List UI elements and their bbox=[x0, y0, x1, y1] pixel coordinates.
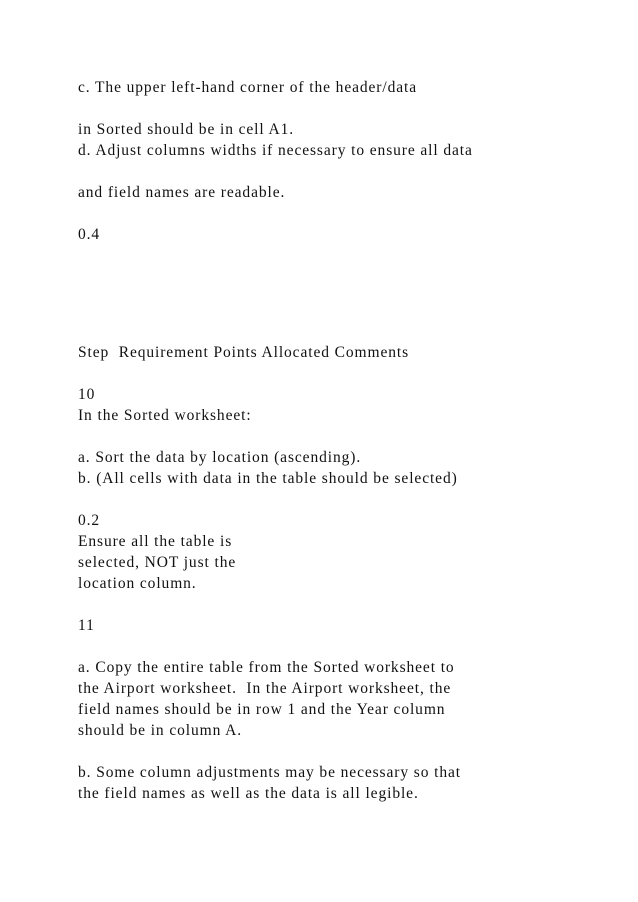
text-line-18: field names should be in row 1 and the Year column bbox=[78, 701, 446, 718]
text-line-1: c. The upper left-hand corner of the header/data bbox=[78, 79, 417, 96]
step-number: 10 bbox=[78, 386, 96, 403]
text-line-3: d. Adjust columns widths if necessary to ensure all data bbox=[78, 142, 473, 159]
text-line-17: the Airport worksheet. In the Airport worksheet, the bbox=[78, 680, 452, 697]
points-value: 0.2 bbox=[78, 512, 101, 529]
step-number: 11 bbox=[78, 617, 95, 634]
comment-line-2: selected, NOT just the bbox=[78, 554, 237, 571]
text-line-10: b. (All cells with data in the table should be selected) bbox=[78, 470, 458, 487]
score-value: 0.4 bbox=[78, 226, 101, 243]
text-line-8: In the Sorted worksheet: bbox=[78, 407, 252, 424]
text-line-19: should be in column A. bbox=[78, 722, 243, 739]
text-line-21: the field names as well as the data is all legible. bbox=[78, 785, 419, 802]
text-line-4: and field names are readable. bbox=[78, 184, 286, 201]
text-line-9: a. Sort the data by location (ascending). bbox=[78, 449, 362, 466]
table-header-row: Step Requirement Points Allocated Comments bbox=[78, 344, 410, 361]
comment-line-1: Ensure all the table is bbox=[78, 533, 233, 550]
text-line-2: in Sorted should be in cell A1. bbox=[78, 121, 295, 138]
text-line-20: b. Some column adjustments may be necessary so that bbox=[78, 764, 461, 781]
comment-line-3: location column. bbox=[78, 575, 197, 592]
text-line-16: a. Copy the entire table from the Sorted worksheet to bbox=[78, 659, 455, 676]
